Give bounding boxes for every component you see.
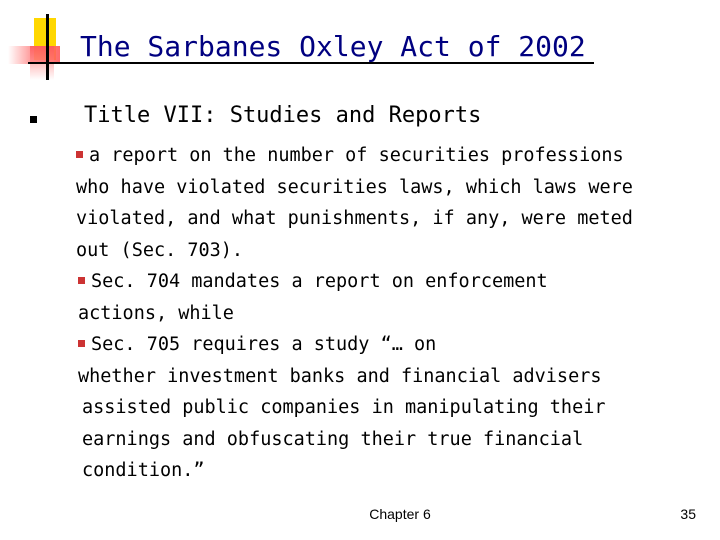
- body-line: condition.”: [82, 460, 205, 481]
- body-line: earnings and obfuscating their true financial: [82, 428, 584, 450]
- sub-bullet-icon: [76, 151, 83, 158]
- slide-title: The Sarbanes Oxley Act of 2002: [80, 30, 586, 63]
- body-line: whether investment banks and financial advisers: [78, 365, 602, 387]
- sub-bullet-icon: [78, 340, 85, 347]
- body-line: a report on the number of securities professions: [76, 140, 712, 172]
- body-line: Sec. 705 requires a study “… on: [78, 329, 712, 361]
- decor-vertical-rule: [46, 14, 49, 80]
- sub-bullet-icon: [78, 277, 85, 284]
- footer-chapter: Chapter 6: [369, 506, 431, 522]
- page-number: 35: [680, 506, 696, 522]
- body-line: violated, and what punishments, if any, were meted: [76, 208, 633, 229]
- body-line: Sec. 704 mandates a report on enforcement: [78, 266, 712, 298]
- section-heading: Title VII: Studies and Reports: [84, 103, 482, 128]
- bullet-square-icon: [30, 116, 37, 123]
- body-text: [76, 140, 712, 487]
- body-line: out (Sec. 703).: [76, 239, 244, 261]
- body-line: who have violated securities laws, which laws were: [76, 176, 633, 198]
- body-line: assisted public companies in manipulating their: [82, 397, 606, 418]
- body-line: actions, while: [78, 302, 234, 324]
